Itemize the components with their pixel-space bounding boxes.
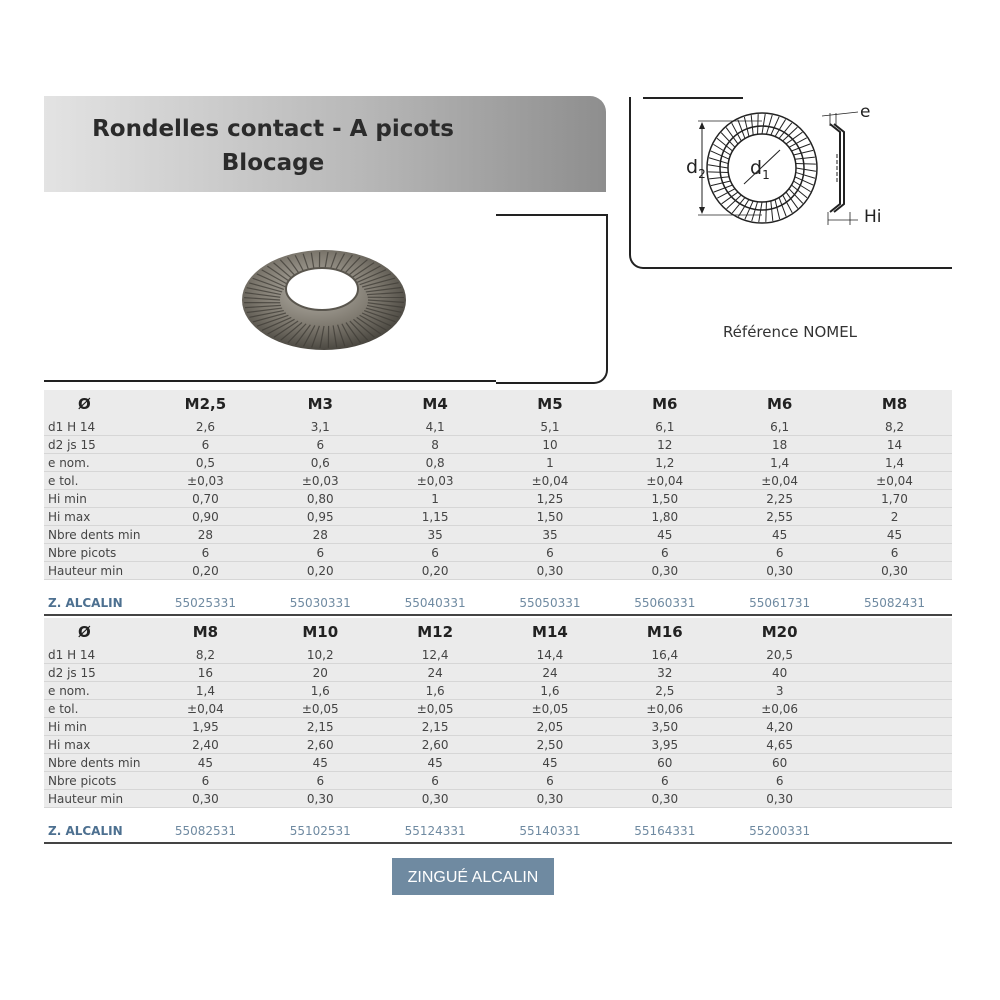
table-cell <box>837 700 952 718</box>
row-label: d2 js 15 <box>44 436 148 454</box>
finish-button[interactable]: ZINGUÉ ALCALIN <box>392 858 554 895</box>
washer-diagram <box>680 96 890 231</box>
table-cell: 6 <box>378 544 493 562</box>
table-cell: 0,30 <box>837 562 952 580</box>
row-label: Hi max <box>44 736 148 754</box>
table-row <box>44 472 952 490</box>
table-cell: 6 <box>263 436 378 454</box>
table-cell: 6,1 <box>607 418 722 436</box>
table-spacer <box>44 808 952 821</box>
diagram-tooth <box>744 117 749 137</box>
diagram-tooth <box>795 157 815 159</box>
table-cell: 5,1 <box>493 418 608 436</box>
d1-label: $d_1$ <box>750 157 770 182</box>
reference-code: 55061731 <box>722 592 837 615</box>
row-label: Nbre dents min <box>44 526 148 544</box>
table-row <box>44 454 952 472</box>
table-cell: 6 <box>493 772 608 790</box>
table-cell: ±0,05 <box>493 700 608 718</box>
diagram-tooth <box>758 114 759 134</box>
finish-label: Z. ALCALIN <box>44 592 148 615</box>
table-cell: 35 <box>493 526 608 544</box>
table-cell: 1,15 <box>378 508 493 526</box>
diagram-tooth <box>796 164 816 165</box>
table-cell: 14,4 <box>493 646 608 664</box>
table-cell: 0,20 <box>148 562 263 580</box>
table-cell: 45 <box>722 526 837 544</box>
table-cell: 6 <box>148 544 263 562</box>
diagram-tooth <box>708 172 728 173</box>
table-cell: ±0,03 <box>263 472 378 490</box>
table-cell: 18 <box>722 436 837 454</box>
table-cell: 24 <box>493 664 608 682</box>
table-cell: 1 <box>378 490 493 508</box>
table-cell: 0,95 <box>263 508 378 526</box>
diagram-tooth <box>775 199 780 219</box>
size-header: M8 <box>192 623 219 641</box>
table-cell: 1,2 <box>607 454 722 472</box>
row-label: d1 H 14 <box>44 418 148 436</box>
table-cell: 8 <box>378 436 493 454</box>
diagram-tooth <box>766 202 767 222</box>
table-cell: 1,80 <box>607 508 722 526</box>
size-header: M14 <box>532 623 568 641</box>
table-cell: 6 <box>263 544 378 562</box>
table-cell: 24 <box>378 664 493 682</box>
diagram-tooth <box>796 172 815 178</box>
table-cell <box>837 664 952 682</box>
size-header: M2,5 <box>184 395 227 413</box>
reference-code: 55030331 <box>263 592 378 615</box>
reference-row <box>44 592 952 615</box>
table-cell: 45 <box>493 754 608 772</box>
table-cell: 0,30 <box>722 562 837 580</box>
size-header <box>837 618 952 646</box>
table-cell: 1,50 <box>607 490 722 508</box>
table-cell: 1,6 <box>263 682 378 700</box>
row-label: d2 js 15 <box>44 664 148 682</box>
diagram-tooth <box>727 195 742 209</box>
table-cell: 45 <box>837 526 952 544</box>
photo-frame-bottom-line <box>44 380 496 382</box>
page-title-line1: Rondelles contact - A picots <box>92 116 454 142</box>
reference-code: 55040331 <box>378 592 493 615</box>
table-cell: 6 <box>607 544 722 562</box>
table-cell: 35 <box>378 526 493 544</box>
table-cell: ±0,04 <box>722 472 837 490</box>
diagram-tooth <box>711 181 731 186</box>
finish-label: Z. ALCALIN <box>44 820 148 843</box>
table-cell <box>837 736 952 754</box>
table-row <box>44 718 952 736</box>
table-row <box>44 700 952 718</box>
diagram-tooth <box>762 114 765 134</box>
table-cell: 4,20 <box>722 718 837 736</box>
size-header: M20 <box>761 623 798 641</box>
table-cell: 2,60 <box>378 736 493 754</box>
table-cell: 20 <box>263 664 378 682</box>
diagram-tooth <box>759 202 762 222</box>
table-cell: 0,5 <box>148 454 263 472</box>
table-cell: 0,8 <box>378 454 493 472</box>
table-cell: 2,05 <box>493 718 608 736</box>
table-cell <box>837 682 952 700</box>
reference-label: Référence NOMEL <box>722 323 858 341</box>
table-cell: 0,20 <box>378 562 493 580</box>
reference-code: 55140331 <box>493 820 608 843</box>
table-row <box>44 772 952 790</box>
diagram-tooth <box>721 133 735 148</box>
table-cell: ±0,05 <box>378 700 493 718</box>
table-row <box>44 736 952 754</box>
table-cell: 2,60 <box>263 736 378 754</box>
row-label: Hi min <box>44 490 148 508</box>
table-cell: 0,20 <box>263 562 378 580</box>
diagram-tooth <box>789 189 803 204</box>
table-cell: ±0,03 <box>148 472 263 490</box>
table-cell: ±0,06 <box>722 700 837 718</box>
table-cell: 1,4 <box>837 454 952 472</box>
size-header: M6 <box>766 395 793 413</box>
table-cell: 3,50 <box>607 718 722 736</box>
table-cell: 0,90 <box>148 508 263 526</box>
washer-photo <box>236 245 412 355</box>
spec-table-2 <box>44 618 952 844</box>
diagram-tooth <box>709 158 728 164</box>
diagram-tooth <box>783 127 798 141</box>
table-cell: 45 <box>378 754 493 772</box>
table-cell: 0,6 <box>263 454 378 472</box>
size-header: M8 <box>881 395 908 413</box>
row-label: d1 H 14 <box>44 646 148 664</box>
table-cell: ±0,04 <box>493 472 608 490</box>
table-cell: 0,30 <box>607 562 722 580</box>
size-header: M3 <box>307 395 333 413</box>
size-header: M12 <box>417 623 454 641</box>
table-cell: 2,6 <box>148 418 263 436</box>
profile-view <box>830 124 840 212</box>
table-cell: 16,4 <box>607 646 722 664</box>
table-row <box>44 646 952 664</box>
row-label: e nom. <box>44 454 148 472</box>
table-cell: 1,4 <box>722 454 837 472</box>
table-row <box>44 562 952 580</box>
table-cell: 12 <box>607 436 722 454</box>
table-row <box>44 526 952 544</box>
table-cell: 2,40 <box>148 736 263 754</box>
table-cell: 8,2 <box>837 418 952 436</box>
table-cell: ±0,04 <box>148 700 263 718</box>
size-header: M10 <box>302 623 339 641</box>
table-cell: 2,5 <box>607 682 722 700</box>
table-row <box>44 682 952 700</box>
table-row <box>44 544 952 562</box>
diagram-tooth <box>708 165 728 168</box>
diagram-tooth <box>751 115 753 135</box>
table-cell: 6 <box>378 772 493 790</box>
table-row <box>44 418 952 436</box>
table-cell: 0,70 <box>148 490 263 508</box>
reference-code: 55082531 <box>148 820 263 843</box>
row-label: Nbre picots <box>44 772 148 790</box>
row-label: e nom. <box>44 682 148 700</box>
table-cell: 6 <box>722 544 837 562</box>
table-row <box>44 436 952 454</box>
table-cell: 1,4 <box>148 682 263 700</box>
reference-code: 55060331 <box>607 592 722 615</box>
table-cell: 0,30 <box>378 790 493 808</box>
diameter-header: Ø <box>78 395 91 413</box>
table-cell: 6 <box>148 772 263 790</box>
table-cell: ±0,05 <box>263 700 378 718</box>
diagram-tooth <box>709 177 729 179</box>
size-header: M6 <box>652 395 678 413</box>
table-cell: ±0,04 <box>837 472 952 490</box>
reference-code: 55164331 <box>607 820 722 843</box>
size-header: M5 <box>537 395 563 413</box>
table-cell: ±0,03 <box>378 472 493 490</box>
table-cell: 45 <box>148 754 263 772</box>
table-cell: 1,50 <box>493 508 608 526</box>
e-dimension-line <box>822 112 858 116</box>
table-cell: 1,6 <box>378 682 493 700</box>
table-cell: ±0,06 <box>607 700 722 718</box>
table-cell: ±0,04 <box>607 472 722 490</box>
table-cell: 20,5 <box>722 646 837 664</box>
diagram-tooth <box>793 150 813 155</box>
table-cell: 0,30 <box>722 790 837 808</box>
reference-code: 55102531 <box>263 820 378 843</box>
e-label: e <box>860 102 871 122</box>
table-cell: 28 <box>148 526 263 544</box>
table-cell: 0,80 <box>263 490 378 508</box>
row-label: e tol. <box>44 472 148 490</box>
reference-code: 55025331 <box>148 592 263 615</box>
reference-row <box>44 820 952 843</box>
table-cell: 1,6 <box>493 682 608 700</box>
row-label: Nbre picots <box>44 544 148 562</box>
table-cell: 8,2 <box>148 646 263 664</box>
table-cell: 6,1 <box>722 418 837 436</box>
table-row <box>44 664 952 682</box>
table-cell: 6 <box>263 772 378 790</box>
table-cell: 10,2 <box>263 646 378 664</box>
washer-hole <box>286 268 358 310</box>
table-cell <box>837 790 952 808</box>
table-header-row <box>44 390 952 418</box>
reference-code: 55082431 <box>837 592 952 615</box>
reference-code: 55050331 <box>493 592 608 615</box>
table-cell <box>837 718 952 736</box>
table-cell: 6 <box>837 544 952 562</box>
table-cell: 2,15 <box>378 718 493 736</box>
photo-frame <box>496 214 608 384</box>
d2-label: $d_2$ <box>686 156 706 181</box>
table-cell: 12,4 <box>378 646 493 664</box>
size-header: M4 <box>422 395 448 413</box>
table-cell: 28 <box>263 526 378 544</box>
row-label: e tol. <box>44 700 148 718</box>
table-cell <box>837 772 952 790</box>
table-cell: 0,30 <box>607 790 722 808</box>
diagram-tooth <box>766 115 772 134</box>
table-cell: 10 <box>493 436 608 454</box>
row-label: Hi max <box>44 508 148 526</box>
table-row <box>44 790 952 808</box>
table-row <box>44 508 952 526</box>
table-cell: 60 <box>722 754 837 772</box>
row-label: Hi min <box>44 718 148 736</box>
table-cell: 6 <box>722 772 837 790</box>
table-cell: 4,65 <box>722 736 837 754</box>
table-cell: 3,95 <box>607 736 722 754</box>
table-cell: 6 <box>607 772 722 790</box>
d2-arrow-top <box>699 122 705 129</box>
table-cell: 40 <box>722 664 837 682</box>
diagram-tooth <box>796 168 816 171</box>
table-cell: 3 <box>722 682 837 700</box>
table-cell: 6 <box>148 436 263 454</box>
table-cell: 0,30 <box>493 790 608 808</box>
table-cell: 45 <box>607 526 722 544</box>
table-cell: 2 <box>837 508 952 526</box>
size-header: M16 <box>646 623 683 641</box>
table-cell <box>837 646 952 664</box>
table-cell: 3,1 <box>263 418 378 436</box>
table-cell: 6 <box>493 544 608 562</box>
table-cell: 4,1 <box>378 418 493 436</box>
table-cell: 1,70 <box>837 490 952 508</box>
diagram-tooth <box>752 202 758 221</box>
table-row <box>44 754 952 772</box>
row-label: Hauteur min <box>44 562 148 580</box>
table-cell: 1,95 <box>148 718 263 736</box>
table-cell: 16 <box>148 664 263 682</box>
diameter-header: Ø <box>78 623 91 641</box>
table-cell: 0,30 <box>263 790 378 808</box>
table-cell: 1 <box>493 454 608 472</box>
row-label: Nbre dents min <box>44 754 148 772</box>
reference-code: 55124331 <box>378 820 493 843</box>
table-cell: 45 <box>263 754 378 772</box>
table-cell: 0,30 <box>493 562 608 580</box>
spec-table-1 <box>44 390 952 616</box>
reference-code <box>837 820 952 843</box>
table-cell: 2,55 <box>722 508 837 526</box>
table-row <box>44 490 952 508</box>
table-cell: 1,25 <box>493 490 608 508</box>
table-header-row <box>44 618 952 646</box>
table-cell: 2,50 <box>493 736 608 754</box>
table-cell <box>837 754 952 772</box>
table-cell: 0,30 <box>148 790 263 808</box>
table-cell: 32 <box>607 664 722 682</box>
table-cell: 2,25 <box>722 490 837 508</box>
d2-arrow-bottom <box>699 207 705 214</box>
table-cell: 60 <box>607 754 722 772</box>
reference-code: 55200331 <box>722 820 837 843</box>
table-spacer <box>44 580 952 593</box>
table-cell: 14 <box>837 436 952 454</box>
table-cell: 2,15 <box>263 718 378 736</box>
diagram-tooth <box>771 201 773 221</box>
page-title-line2: Blocage <box>221 150 325 176</box>
page-title <box>44 112 502 180</box>
row-label: Hauteur min <box>44 790 148 808</box>
hi-label: Hi <box>864 207 882 227</box>
